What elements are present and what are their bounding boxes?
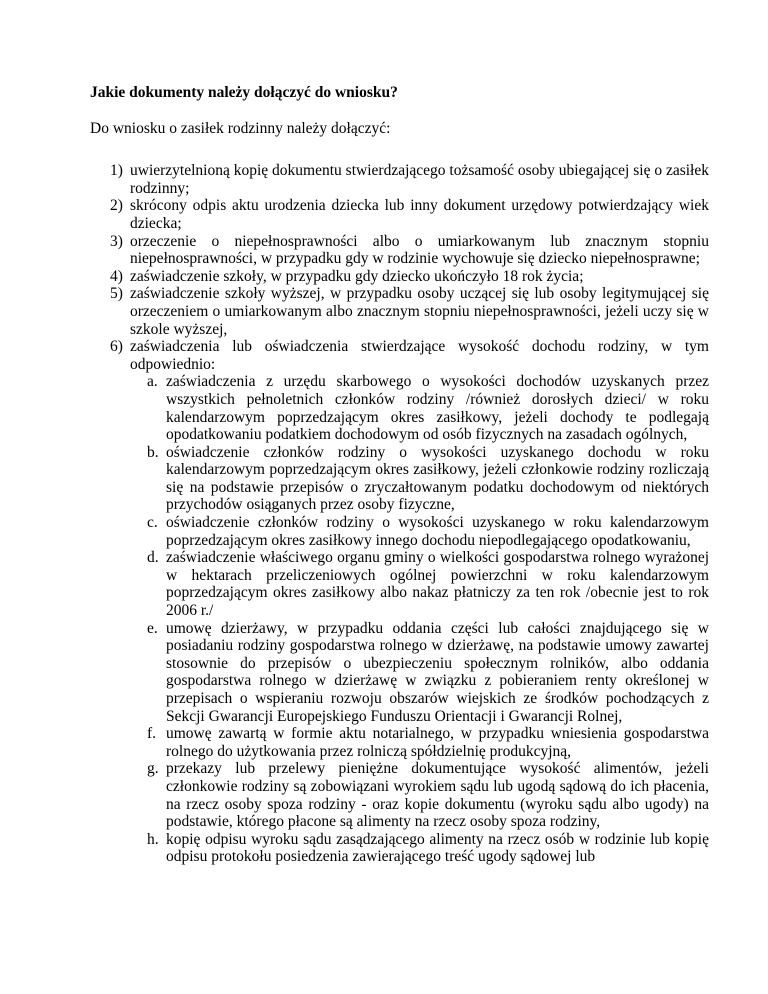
sublist-item-text: oświadczenie członków rodziny o wysokości uzyskanego dochodu w roku kalendarzowym poprzedzającym okres zasiłkowy, jeżeli członkowie rodziny rozliczają się na podstawie przepisów o zryczałtowanym podatku dochodowym od niektórych przychodów osiąganych przez osoby fizyczne,	[166, 443, 709, 514]
list-item	[90, 268, 709, 286]
sublist-item-letter: f.	[147, 725, 157, 743]
sublist-item	[130, 760, 709, 830]
document-page	[90, 84, 709, 866]
sublist-item-letter: e.	[147, 619, 158, 637]
sublist-item	[130, 549, 709, 619]
list-item-text: uwierzytelnioną kopię dokumentu stwierdzającego tożsamość osoby ubiegającej się o zasiłek rodzinny;	[130, 162, 709, 197]
sublist-item	[130, 373, 709, 443]
list-item	[90, 233, 709, 268]
sublist-item-letter: c.	[147, 514, 158, 532]
list-item-text: zaświadczenie szkoły wyższej, w przypadku osoby uczącej się lub osoby legitymującej się orzeczeniem o umiarkowanym albo znacznym stopniu niepełnosprawności, jeżeli uczy się w szkole wyższej,	[130, 285, 709, 338]
list-item-number: 1)	[110, 162, 123, 180]
sublist-item-text: umowę dzierżawy, w przypadku oddania części lub całości znajdującego się w posiadaniu rodziny gospodarstwa rolnego w dzierżawę, na podstawie umowy zawartej stosownie do przepisów o ubezpieczeniu społecznym rolników, albo oddania gospodarstwa rolnego w dzierżawę w związku z pobieraniem renty określonej w przepisach o wspieraniu rozwoju obszarów wiejskich ze środków pochodzących z Sekcji Gwarancji Europejskiego Funduszu Orientacji i Gwarancji Rolnej,	[166, 619, 709, 725]
list-item	[90, 162, 709, 197]
income-documents-sublist	[130, 373, 709, 866]
list-item-text: orzeczenie o niepełnosprawności albo o umiarkowanym lub znacznym stopniu niepełnosprawności, w przypadku gdy w rodzinie wychowuje się dziecko niepełnosprawne;	[130, 232, 709, 268]
list-item-number: 3)	[110, 232, 123, 250]
sublist-item-text: zaświadczenia z urzędu skarbowego o wysokości dochodów uzyskanych przez wszystkich pełnoletnich członków rodziny /również dorosłych dzieci/ w roku kalendarzowym poprzedzającym okres zasiłkowy, jeżeli dochody te podlegają opodatkowaniu podatkiem dochodowym od osób fizycznych na zasadach ogólnych,	[166, 373, 709, 444]
list-item-text: zaświadczenie szkoły, w przypadku gdy dziecko ukończyło 18 rok życia;	[130, 267, 584, 285]
list-item-number: 4)	[110, 267, 123, 285]
documents-list	[90, 162, 709, 866]
document-heading: Jakie dokumenty należy dołączyć do wniosku?	[90, 84, 398, 101]
list-item-text: zaświadczenia lub oświadczenia stwierdzające wysokość dochodu rodziny, w tym odpowiednio:	[130, 338, 709, 373]
list-item-number: 2)	[110, 197, 123, 215]
list-item-number: 6)	[110, 338, 123, 356]
sublist-item	[130, 620, 709, 726]
sublist-item	[130, 514, 709, 549]
list-item-text: skrócony odpis aktu urodzenia dziecka lub inny dokument urzędowy potwierdzający wiek dziecka;	[130, 197, 709, 232]
list-item	[90, 338, 709, 866]
sublist-item-text: oświadczenie członków rodziny o wysokości uzyskanego w roku kalendarzowym poprzedzającym okres zasiłkowy innego dochodu niepodlegającego opodatkowaniu,	[166, 514, 709, 549]
sublist-item-text: kopię odpisu wyroku sądu zasądzającego alimenty na rzecz osób w rodzinie lub kopię odpisu protokołu posiedzenia zawierającego treść ugody sądowej lub	[166, 830, 709, 866]
sublist-item-letter: h.	[147, 830, 159, 848]
list-item	[90, 285, 709, 338]
list-item	[90, 197, 709, 232]
sublist-item	[130, 444, 709, 514]
sublist-item-text: zaświadczenie właściwego organu gminy o wielkości gospodarstwa rolnego wyrażonej w hektarach przeliczeniowych ogólnej powierzchni w roku kalendarzowym poprzedzającym okres zasiłkowy albo nakaz płatniczy za ten rok /obecnie jest to rok 2006 r./	[166, 549, 709, 620]
sublist-item-letter: d.	[147, 549, 159, 567]
list-item-number: 5)	[110, 285, 123, 303]
sublist-item	[130, 831, 709, 866]
sublist-item-text: przekazy lub przelewy pieniężne dokumentujące wysokość alimentów, jeżeli członkowie rodziny są zobowiązani wyrokiem sądu lub ugodą sądową do ich płacenia, na rzecz osoby spoza rodziny - oraz kopie dokumentu (wyroku sądu albo ugody) na podstawie, którego płacone są alimenty na rzecz osoby spoza rodziny,	[166, 760, 709, 831]
sublist-item-text: umowę zawartą w formie aktu notarialnego, w przypadku wniesienia gospodarstwa rolnego do użytkowania przez rolniczą spółdzielnię produkcyjną,	[166, 725, 709, 760]
intro-paragraph: Do wniosku o zasiłek rodzinny należy dołączyć:	[90, 119, 391, 137]
sublist-item	[130, 725, 709, 760]
sublist-item-letter: b.	[147, 443, 159, 461]
sublist-item-letter: a.	[147, 373, 158, 391]
sublist-item-letter: g.	[147, 760, 159, 778]
